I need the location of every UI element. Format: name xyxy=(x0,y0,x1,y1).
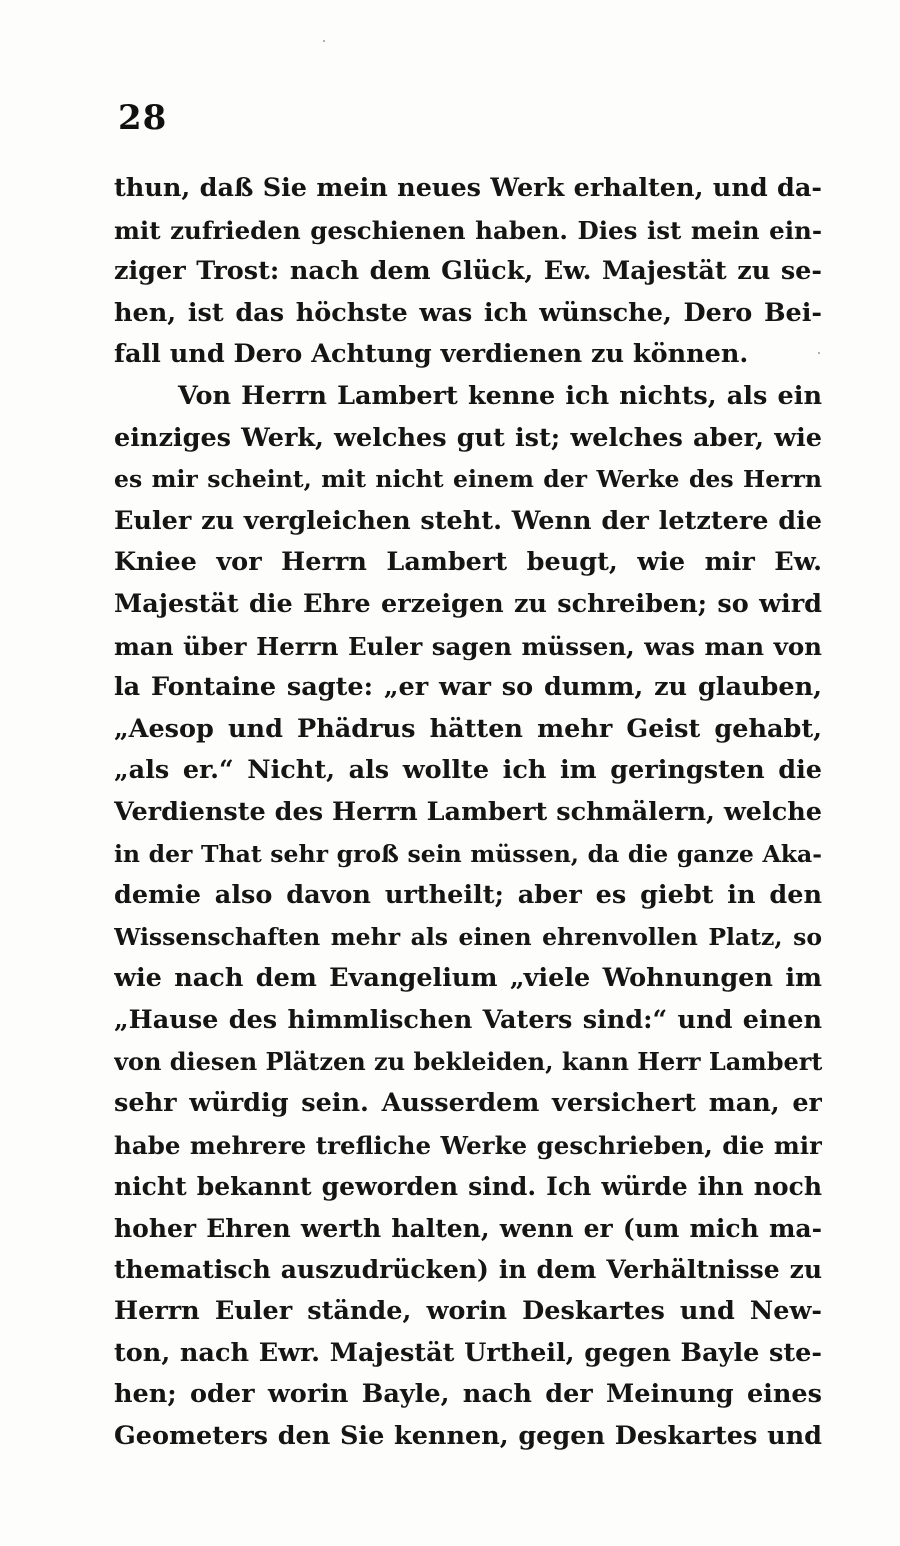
text-line: Kniee vor Herrn Lambert beugt, wie mir Ew. xyxy=(114,547,822,578)
text-line: sehr würdig sein. Ausserdem versichert man, er xyxy=(114,1088,822,1119)
text-line: Herrn Euler stände, worin Deskartes und New- xyxy=(114,1296,822,1327)
text-line: ton, nach Ewr. Majestät Urtheil, gegen Bayle ste- xyxy=(114,1337,822,1368)
text-line: Euler zu vergleichen steht. Wenn der letztere die xyxy=(114,505,822,536)
text-line: hoher Ehren werth halten, wenn er (um mich ma- xyxy=(114,1213,822,1243)
text-line: mit zufrieden geschienen haben. Dies ist mein ein- xyxy=(114,215,822,245)
text-line: „Aesop und Phädrus hätten mehr Geist gehabt, xyxy=(114,713,822,744)
page-number: 28 xyxy=(118,98,168,138)
paragraph-first-line: Von Herrn Lambert kenne ich nichts, als ein xyxy=(178,380,822,411)
text-line: einziges Werk, welches gut ist; welches aber, wie xyxy=(114,422,822,453)
text-line: thun, daß Sie mein neues Werk erhalten, und da- xyxy=(114,173,822,203)
text-line: la Fontaine sagte: „er war so dumm, zu glauben, xyxy=(114,672,822,703)
text-line: es mir scheint, mit nicht einem der Werke des Herrn xyxy=(114,465,822,494)
text-line: „Hause des himmlischen Vaters sind:“ und einen xyxy=(114,1004,822,1035)
text-line: hen, ist das höchste was ich wünsche, Dero Bei- xyxy=(114,297,822,328)
text-line: „als er.“ Nicht, als wollte ich im geringsten die xyxy=(114,755,822,786)
text-line: Majestät die Ehre erzeigen zu schreiben; so wird xyxy=(114,588,822,619)
text-line: hen; oder worin Bayle, nach der Meinung eines xyxy=(114,1379,822,1410)
text-line: ziger Trost: nach dem Glück, Ew. Majestät zu se- xyxy=(114,256,822,287)
text-line: Verdienste des Herrn Lambert schmälern, welche xyxy=(114,796,822,827)
paper-speck xyxy=(818,352,820,354)
text-line: habe mehrere trefliche Werke geschrieben, die mir xyxy=(114,1130,822,1160)
text-line: in der That sehr groß sein müssen, da die ganze Aka- xyxy=(114,839,822,868)
body-text xyxy=(114,168,822,1457)
text-line: nicht bekannt geworden sind. Ich würde ihn noch xyxy=(114,1172,822,1202)
text-line: Geometers den Sie kennen, gegen Deskartes und xyxy=(114,1420,822,1451)
paper-speck xyxy=(323,40,325,42)
text-line: von diesen Plätzen zu bekleiden, kann Herr Lambert xyxy=(114,1047,822,1077)
text-line: wie nach dem Evangelium „viele Wohnungen im xyxy=(114,963,822,994)
text-line: fall und Dero Achtung verdienen zu können. xyxy=(114,339,749,370)
text-line: man über Herrn Euler sagen müssen, was man von xyxy=(114,631,822,661)
text-line: thematisch auszudrücken) in dem Verhältnisse zu xyxy=(114,1255,822,1285)
text-line: Wissenschaften mehr als einen ehrenvollen Platz, so xyxy=(114,922,822,951)
text-line: demie also davon urtheilt; aber es giebt in den xyxy=(114,880,822,911)
